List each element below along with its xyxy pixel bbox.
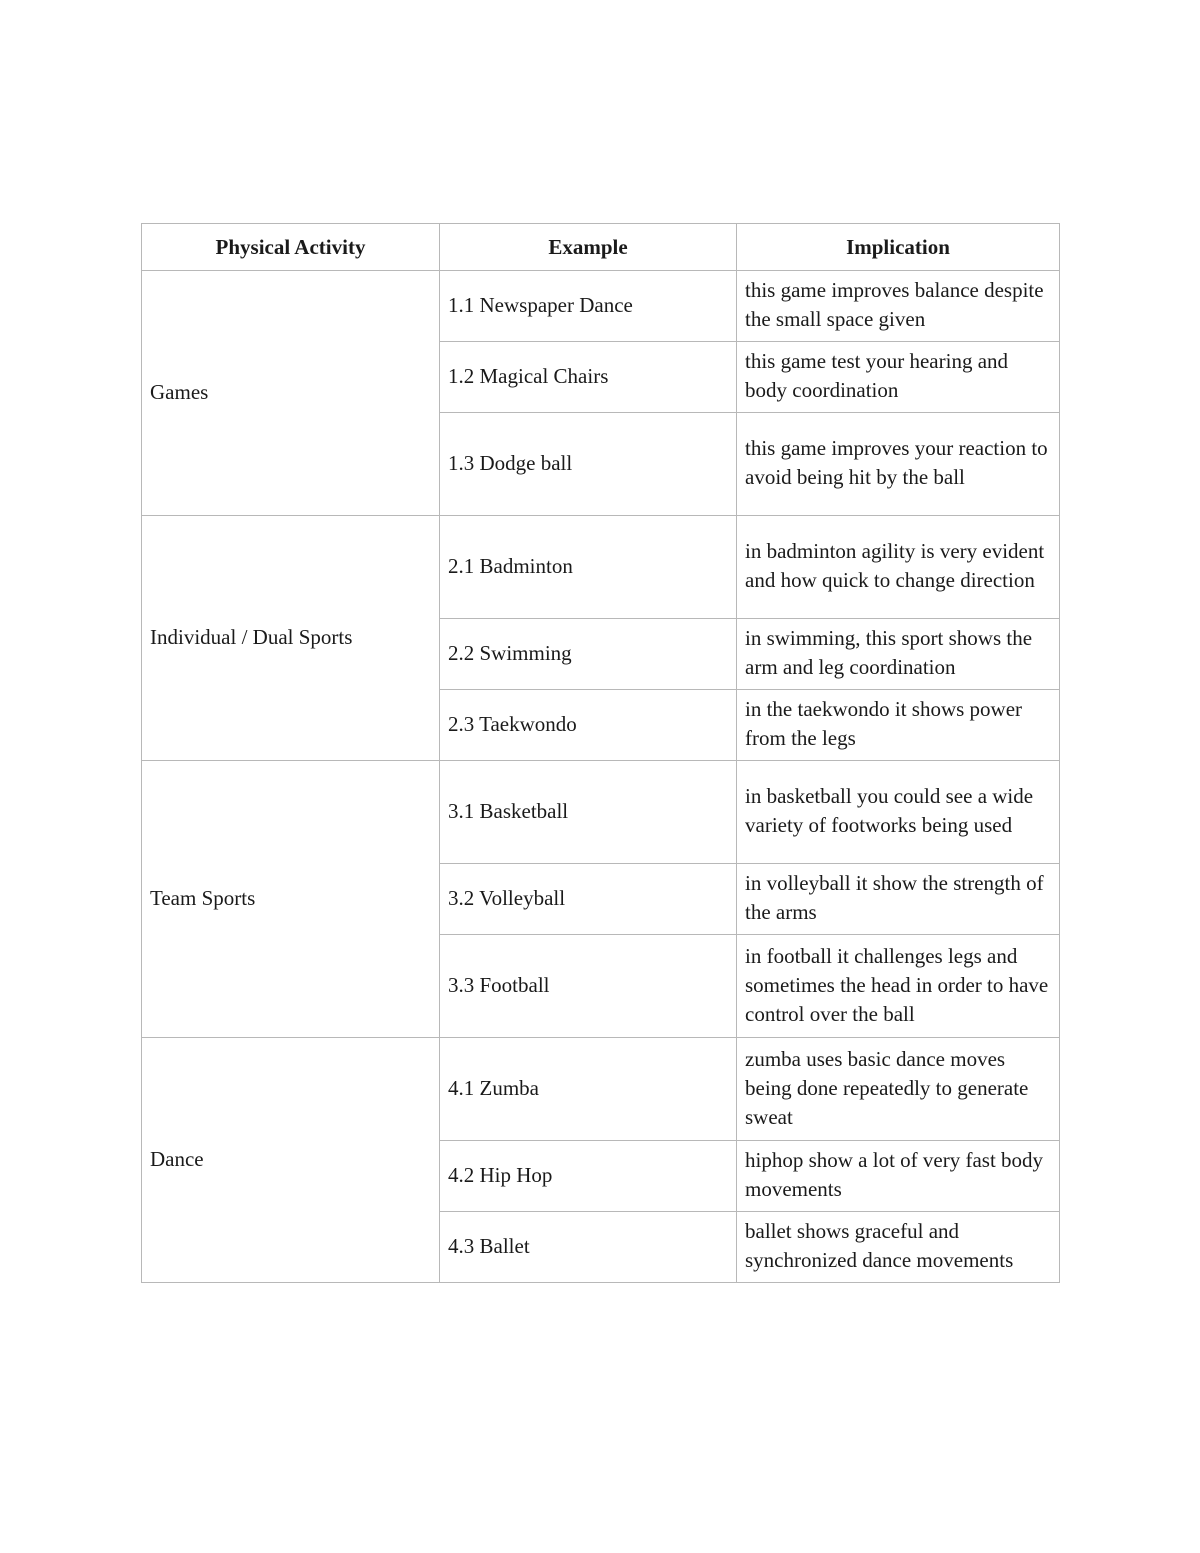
table-header-row	[142, 224, 1060, 271]
implication-cell: hiphop show a lot of very fast body movements	[737, 1141, 1060, 1212]
activity-cell: Individual / Dual Sports	[142, 516, 440, 761]
implication-cell: in basketball you could see a wide variety of footworks being used	[737, 761, 1060, 864]
example-cell: 4.3 Ballet	[440, 1212, 737, 1283]
implication-cell: in swimming, this sport shows the arm and leg coordination	[737, 619, 1060, 690]
example-cell: 3.1 Basketball	[440, 761, 737, 864]
table-row	[142, 271, 1060, 342]
implication-cell: in the taekwondo it shows power from the legs	[737, 690, 1060, 761]
implication-cell: this game improves balance despite the small space given	[737, 271, 1060, 342]
header-physical-activity: Physical Activity	[142, 224, 440, 271]
activity-cell: Dance	[142, 1038, 440, 1283]
example-cell: 3.2 Volleyball	[440, 864, 737, 935]
physical-activity-table	[141, 223, 1060, 1283]
table-row	[142, 1038, 1060, 1141]
example-cell: 1.3 Dodge ball	[440, 413, 737, 516]
example-cell: 3.3 Football	[440, 935, 737, 1038]
example-cell: 2.2 Swimming	[440, 619, 737, 690]
activity-cell: Games	[142, 271, 440, 516]
implication-cell: in football it challenges legs and sometimes the head in order to have control over the ball	[737, 935, 1060, 1038]
table-row	[142, 516, 1060, 619]
example-cell: 2.1 Badminton	[440, 516, 737, 619]
example-cell: 1.1 Newspaper Dance	[440, 271, 737, 342]
activity-cell: Team Sports	[142, 761, 440, 1038]
implication-cell: in badminton agility is very evident and how quick to change direction	[737, 516, 1060, 619]
header-example: Example	[440, 224, 737, 271]
implication-cell: this game test your hearing and body coordination	[737, 342, 1060, 413]
implication-cell: ballet shows graceful and synchronized dance movements	[737, 1212, 1060, 1283]
example-cell: 2.3 Taekwondo	[440, 690, 737, 761]
implication-cell: this game improves your reaction to avoid being hit by the ball	[737, 413, 1060, 516]
implication-cell: zumba uses basic dance moves being done repeatedly to generate sweat	[737, 1038, 1060, 1141]
example-cell: 1.2 Magical Chairs	[440, 342, 737, 413]
header-implication: Implication	[737, 224, 1060, 271]
example-cell: 4.1 Zumba	[440, 1038, 737, 1141]
example-cell: 4.2 Hip Hop	[440, 1141, 737, 1212]
implication-cell: in volleyball it show the strength of the arms	[737, 864, 1060, 935]
table-row	[142, 761, 1060, 864]
